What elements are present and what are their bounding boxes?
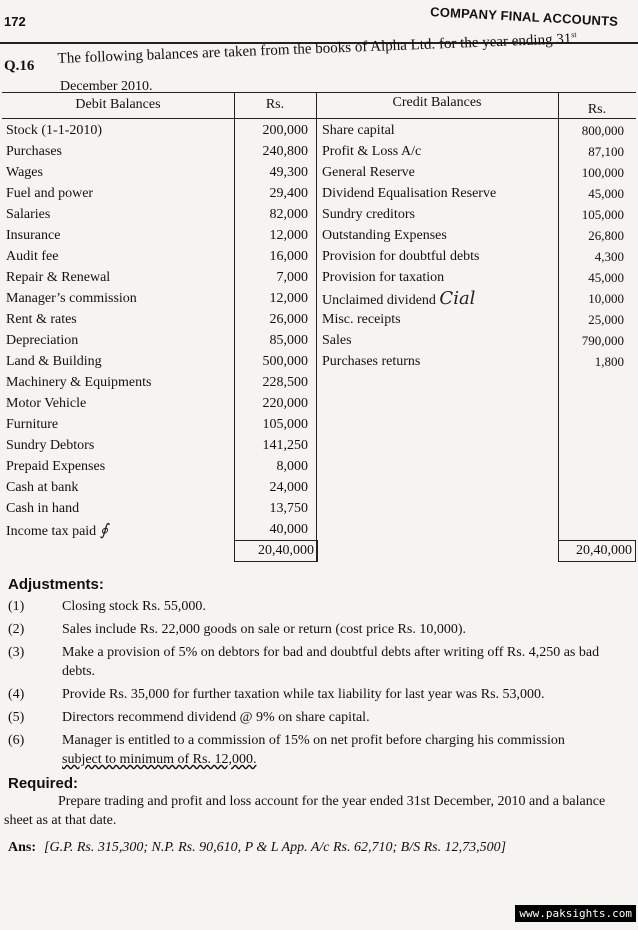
credit-amount-header: Rs. [587, 102, 607, 117]
debit-amount: 49,300 [269, 165, 308, 180]
credit-amount: 100,000 [581, 165, 624, 180]
adjustment-item: (1) Closing stock Rs. 55,000. [8, 599, 206, 614]
credit-amount: 105,000 [581, 207, 624, 222]
debit-amount: 220,000 [262, 396, 308, 411]
debit-row: Land & Building [6, 354, 102, 369]
adjustment-item: (3) Make a provision of 5% on debtors for bad and doubtful debts after writing off Rs. 4,250 as bad debts. [8, 645, 600, 679]
debit-amount: 26,000 [269, 312, 308, 327]
credit-amount: 1,800 [594, 354, 624, 369]
debit-row: Machinery & Equipments [6, 375, 152, 390]
debit-amount: 40,000 [269, 522, 308, 537]
credit-amount: 87,100 [588, 144, 624, 159]
adjustment-item: subject to minimum of Rs. 12,000. [62, 752, 257, 767]
debit-row: Repair & Renewal [6, 270, 111, 285]
debit-amount: 24,000 [269, 480, 308, 495]
credit-row: General Reserve [322, 165, 415, 180]
debit-amount: 200,000 [262, 123, 308, 138]
adjustment-item: (6) Manager is entitled to a commission of 15% on net profit before charging his commission [8, 733, 565, 748]
credit-names [322, 120, 562, 372]
credit-amount: 800,000 [581, 123, 624, 138]
answer [8, 840, 634, 856]
credit-header: Credit Balances [392, 95, 482, 110]
debit-amount: 82,000 [269, 207, 308, 222]
debit-amount: 228,500 [262, 375, 308, 390]
question-text-line1: The following balances are taken from the books of Alpha Ltd. for the year ending 31st [57, 30, 577, 68]
credit-amount: 25,000 [588, 312, 624, 327]
credit-row: Provision for doubtful debts [322, 249, 480, 264]
debit-amount: 240,800 [262, 144, 308, 159]
adjustment-item: (2) Sales include Rs. 22,000 goods on sale or return (cost price Rs. 10,000). [8, 622, 466, 637]
credit-amount: 790,000 [581, 333, 624, 348]
debit-row: Cash in hand [6, 501, 80, 516]
debit-row: Purchases [6, 144, 62, 159]
debit-row: Rent & rates [6, 312, 77, 327]
credit-row: Purchases returns [322, 354, 421, 369]
debit-row: Stock (1-1-2010) [6, 123, 103, 138]
debit-amount: 85,000 [269, 333, 308, 348]
debit-amount: 141,250 [262, 438, 308, 453]
adjustments-title: Adjustments: [8, 576, 104, 593]
debit-amount: 12,000 [269, 228, 308, 243]
debit-header: Debit Balances [75, 97, 161, 112]
credit-row: Dividend Equalisation Reserve [322, 186, 497, 201]
balance-table [2, 92, 636, 562]
debit-amount: 29,400 [269, 186, 308, 201]
debit-row: Insurance [6, 228, 61, 243]
handwritten-mark: ∮ [99, 520, 109, 539]
credit-amount: 45,000 [588, 270, 624, 285]
table-header-rule [2, 118, 636, 119]
table-top-rule [2, 92, 636, 93]
debit-names [6, 120, 236, 540]
adjustment-item: (4) Provide Rs. 35,000 for further taxation while tax liability for last year was Rs. 53,000. [8, 687, 545, 702]
debit-row: Motor Vehicle [6, 396, 87, 411]
watermark: www.paksights.com [515, 905, 636, 922]
debit-row: Cash at bank [6, 480, 79, 495]
credit-row: Profit & Loss A/c [322, 144, 422, 159]
debit-row: Manager’s commission [6, 291, 137, 306]
credit-total: 20,40,000 [558, 540, 636, 562]
debit-amounts [238, 120, 308, 540]
adjustment-item: (5) Directors recommend dividend @ 9% on share capital. [8, 710, 370, 725]
credit-row: Sundry creditors [322, 207, 415, 222]
credit-amounts [562, 120, 624, 372]
credit-row: Share capital [322, 123, 395, 138]
debit-amount: 7,000 [276, 270, 308, 285]
debit-amount: 105,000 [262, 417, 308, 432]
debit-total: 20,40,000 [234, 540, 318, 562]
credit-amount: 26,800 [588, 228, 624, 243]
answer-text: [G.P. Rs. 315,300; N.P. Rs. 90,610, P & L App. A/c Rs. 62,710; B/S Rs. 12,73,500] [44, 840, 507, 855]
debit-row: Depreciation [6, 333, 79, 348]
credit-row: Sales [322, 333, 352, 348]
debit-row: Prepaid Expenses [6, 459, 106, 474]
adjustments [4, 576, 634, 856]
debit-row: Fuel and power [6, 186, 94, 201]
credit-row: Unclaimed dividend Cial [322, 288, 476, 309]
question-number: Q.16 [4, 58, 35, 74]
required-text: Prepare trading and profit and loss account for the year ended 31st December, 2010 and a balance sheet as at that date. [4, 794, 606, 828]
credit-row: Outstanding Expenses [322, 228, 447, 243]
center-divider [316, 92, 317, 562]
debit-amount: 8,000 [276, 459, 308, 474]
debit-row: Wages [6, 165, 43, 180]
debit-amount: 16,000 [269, 249, 308, 264]
credit-amount: 4,300 [594, 249, 624, 264]
credit-row: Provision for taxation [322, 270, 445, 285]
debit-amount: 13,750 [269, 501, 308, 516]
debit-row: Sundry Debtors [6, 438, 95, 453]
running-head: COMPANY FINAL ACCOUNTS [429, 4, 619, 29]
required-title: Required: [8, 775, 79, 792]
credit-amount: 45,000 [588, 186, 624, 201]
handwritten-note: Cial [439, 288, 476, 309]
debit-row: Income tax paid ∮ [6, 520, 109, 539]
debit-row: Furniture [6, 417, 59, 432]
debit-amount: 12,000 [269, 291, 308, 306]
page-number: 172 [4, 14, 26, 29]
debit-amount-header: Rs. [265, 97, 285, 112]
answer-label: Ans: [8, 840, 37, 855]
credit-amount: 10,000 [588, 291, 624, 306]
debit-row: Salaries [6, 207, 51, 222]
debit-row: Audit fee [6, 249, 59, 264]
credit-row: Misc. receipts [322, 312, 401, 327]
question-text-line2: December 2010. [60, 79, 153, 94]
debit-amount: 500,000 [262, 354, 308, 369]
